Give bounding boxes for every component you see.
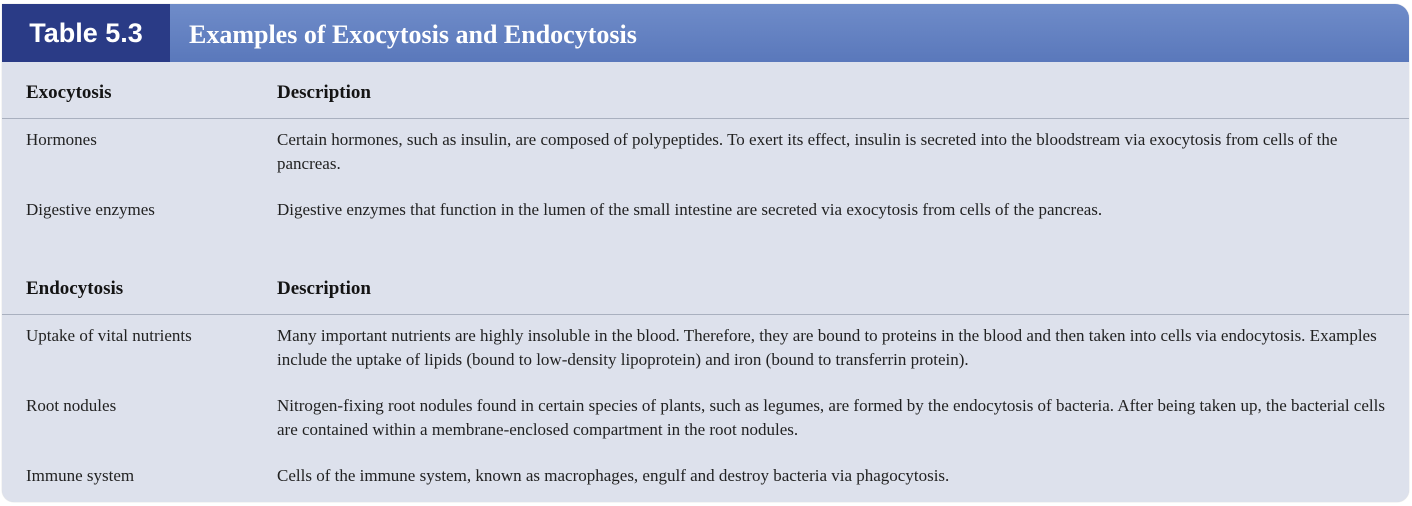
table-number: Table 5.3 — [2, 4, 170, 62]
table-card — [2, 4, 1409, 502]
column-header-exocytosis: Exocytosis — [26, 82, 112, 103]
table-title: Examples of Exocytosis and Endocytosis — [189, 20, 637, 49]
exocytosis-header-row — [2, 68, 1409, 119]
row-name: Uptake of vital nutrients — [26, 326, 192, 345]
column-header-description: Description — [277, 278, 371, 299]
row-description: Cells of the immune system, known as macrophages, engulf and destroy bacteria via phagocytosis. — [277, 466, 950, 485]
row-description: Certain hormones, such as insulin, are composed of polypeptides. To exert its effect, insulin is secreted into the bloodstream via exocytosis from cells of the pancreas. — [277, 130, 1338, 173]
table-title-bar — [2, 4, 1409, 62]
endocytosis-header-row — [2, 264, 1409, 315]
row-name: Hormones — [26, 130, 97, 149]
row-description: Many important nutrients are highly insoluble in the blood. Therefore, they are bound to proteins in the blood and then taken into cells via endocytosis. Examples include the uptake of lipids (bound to low-density lipoprotein) and iron (bound to transferrin protein). — [277, 326, 1377, 369]
row-name: Root nodules — [26, 396, 117, 415]
column-header-endocytosis: Endocytosis — [26, 278, 124, 299]
row-name: Digestive enzymes — [26, 200, 155, 219]
row-name: Immune system — [26, 466, 135, 485]
column-header-description: Description — [277, 82, 371, 103]
row-description: Digestive enzymes that function in the lumen of the small intestine are secreted via exocytosis from cells of the pancreas. — [277, 200, 1103, 219]
row-description: Nitrogen-fixing root nodules found in certain species of plants, such as legumes, are formed by the endocytosis of bacteria. After being taken up, the bacterial cells are contained within a membrane-enclosed compartment in the root nodules. — [277, 396, 1385, 439]
